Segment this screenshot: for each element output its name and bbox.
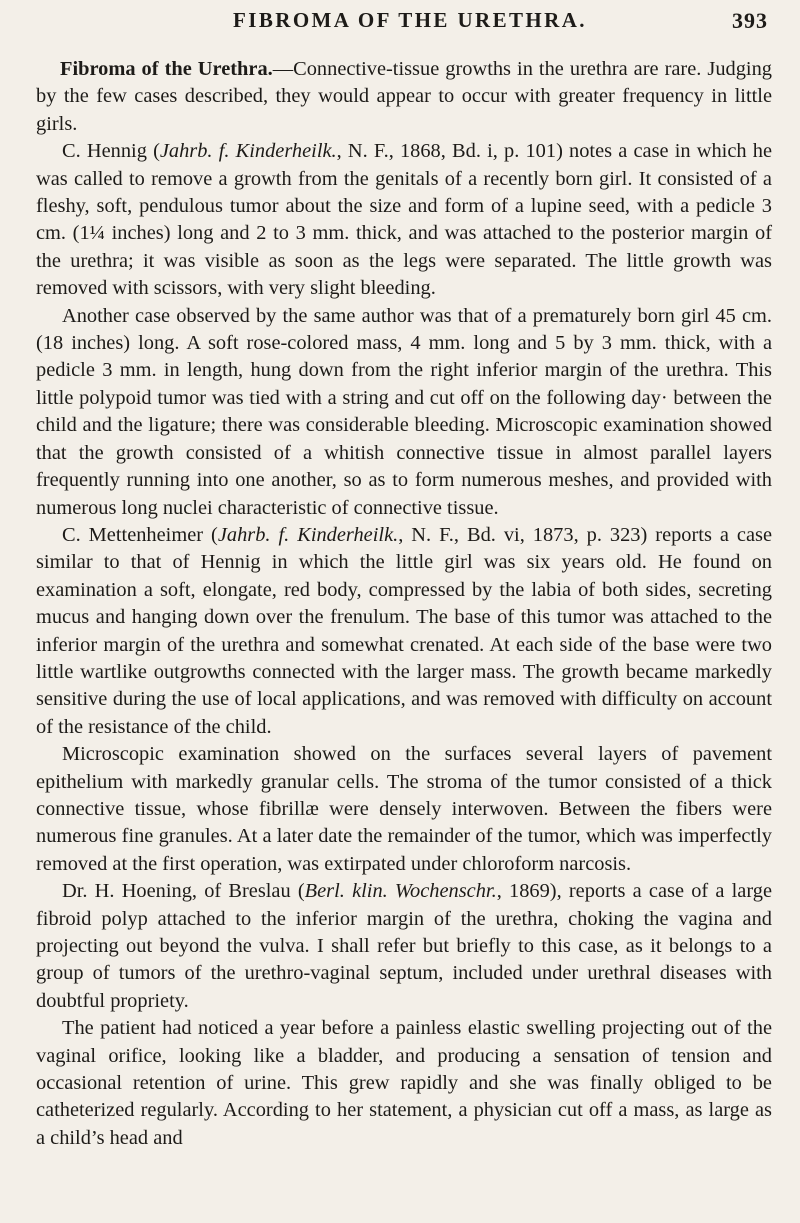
paragraph-text: —Connective-tissue growths in the urethra are rare. Judging by the few cases described, they would appear to occur with greater frequency in little girls. <box>36 58 772 135</box>
citation-author: Dr. H. Hoening, of Breslau ( <box>62 880 305 903</box>
paragraph-hennig-case <box>36 138 772 302</box>
chapter-running-title: FIBROMA OF THE URETHRA. <box>233 8 587 32</box>
body-text <box>36 56 772 1152</box>
paragraph-text: , N. F., Bd. vi, 1873, p. 323) reports a case similar to that of Hennig in which the little girl was six years old. He found on examination a soft, elongate, red body, compressed by the labia of both sides, secreting mucus and hanging down over the frenulum. The base of this tumor was attached to the inferior margin of the urethra and somewhat crenated. At each side of the base were two little wartlike outgrowths connected with the larger mass. The growth became markedly sensitive during the use of local applications, and was removed with difficulty on account of the resistance of the child. <box>36 523 772 738</box>
paragraph-intro <box>36 56 772 138</box>
running-head <box>36 8 768 48</box>
paragraph-text: The patient had noticed a year before a painless elastic swelling projecting out of the vaginal orifice, looking like a bladder, and producing a sensation of tension and occasional retention of urine. This grew rapidly and she was finally obliged to be catheterized regularly. According to her statement, a physician cut off a mass, as large as a child’s head and <box>36 1017 772 1149</box>
paragraph-text: , 1869), reports a case of a large fibroid polyp attached to the inferior margin of the urethra, choking the vagina and projecting out beyond the vulva. I shall refer but briefly to this case, as it belongs to a group of tumors of the urethro-vaginal septum, included under urethral diseases with doubtful propriety. <box>36 880 773 1012</box>
paragraph-second-case <box>36 303 772 522</box>
paragraph-mettenheimer-case <box>36 522 772 741</box>
citation-author: C. Mettenheimer ( <box>62 523 218 546</box>
paragraph-hoening-case <box>36 878 772 1015</box>
citation-journal: Jahrb. f. Kinderheilk. <box>217 523 399 546</box>
citation-journal: Berl. klin. Wochenschr. <box>304 880 497 903</box>
paragraph-microscopic-exam <box>36 741 772 878</box>
section-heading: Fibroma of the Urethra. <box>60 58 273 80</box>
paragraph-patient-history <box>36 1015 772 1152</box>
paragraph-text: , N. F., 1868, Bd. i, p. 101) notes a case in which he was called to remove a growth from the genitals of a recently born girl. It consisted of a fleshy, soft, pendulous tumor about the size and form of a lupine seed, with a pedicle 3 cm. (1¼ inches) long and 2 to 3 mm. thick, and was attached to the posterior margin of the urethra; it was visible as soon as the legs were separated. The little growth was removed with scissors, with very slight bleeding. <box>36 140 772 300</box>
paragraph-text: Another case observed by the same author was that of a prematurely born girl 45 cm. (18 inches) long. A soft rose-colored mass, 4 mm. long and 5 by 3 mm. thick, with a pedicle 3 mm. in length, hung down from the right inferior margin of the urethra. This little polypoid tumor was tied with a string and cut off on the following day· between the child and the ligature; there was considerable bleeding. Microscopic examination showed that the growth consisted of a whitish connective tissue in almost parallel layers frequently running into one another, so as to form numerous meshes, and provided with numerous long nuclei characteristic of connective tissue. <box>36 304 772 519</box>
citation-author: C. Hennig ( <box>62 140 160 163</box>
paragraph-text: Microscopic examination showed on the surfaces several layers of pavement epithelium with markedly granular cells. The stroma of the tumor consisted of a thick connective tissue, whose fibrillæ were densely interwoven. Between the fibers were numerous fine granules. At a later date the remainder of the tumor, which was imperfectly removed at the first operation, was extirpated under chloroform narcosis. <box>36 743 772 875</box>
page-number: 393 <box>732 8 768 33</box>
citation-journal: Jahrb. f. Kinderheilk. <box>159 140 337 163</box>
